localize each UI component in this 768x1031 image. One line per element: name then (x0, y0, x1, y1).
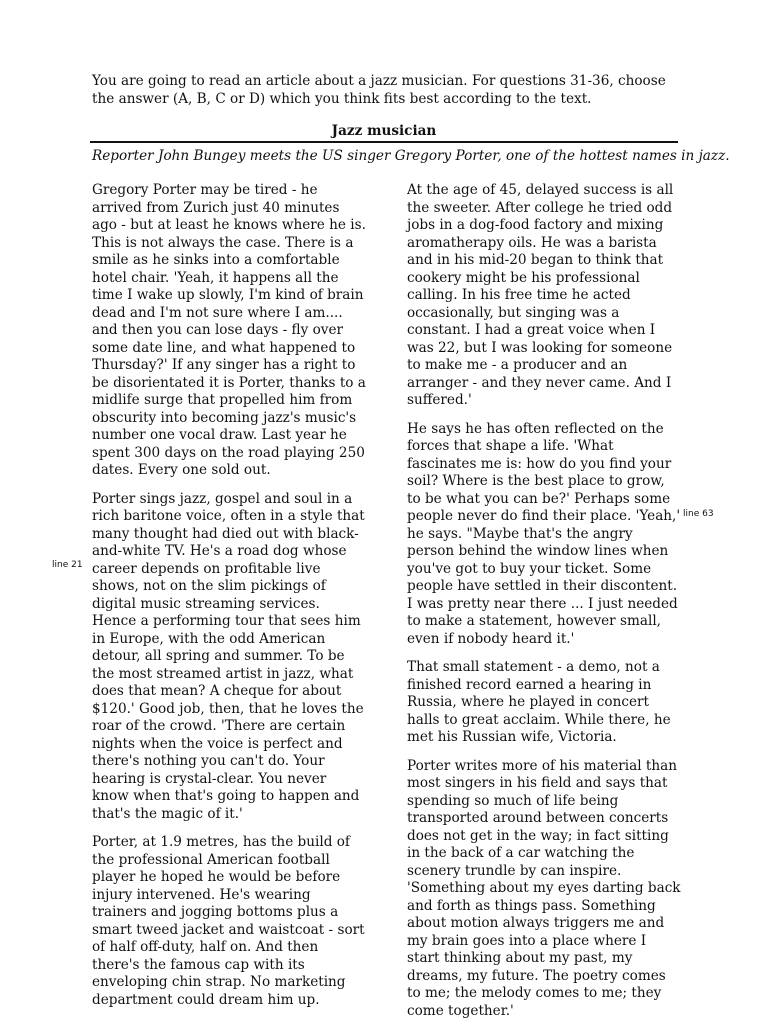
left-column (92, 182, 367, 1020)
paragraph: That small statement - a demo, not a finished record earned a hearing in Russia, where he played in concert halls to great acclaim. While there, he met his Russian wife, Victoria. (407, 659, 671, 745)
instructions: You are going to read an article about a jazz musician. For questions 31-36, choose the answer (A, B, C or D) which you think fits best according to the text. (92, 73, 666, 107)
paragraph: Gregory Porter may be tired - he arrived from Zurich just 40 minutes ago - but at least he knows where he is. This is not always the case. There is a smile as he sinks into a comfortable hotel chair. 'Yeah, it happens all the time I wake up slowly, I'm kind of brain dead and I'm not sure where I am.... and then you can lose days - fly over some date line, and what happened to Thursday?' If any singer has a right to be disorientated it is Porter, thanks to a midlife surge that propelled him from obscurity into becoming jazz's music's number one vocal draw. Last year he spent 300 days on the road playing 250 dates. Every one sold out. (92, 182, 366, 478)
title-divider (90, 141, 678, 143)
line-marker-63: line 63 (683, 509, 714, 519)
article-subtitle: Reporter John Bungey meets the US singer Gregory Porter, one of the hottest names in jazz. (92, 148, 730, 164)
paragraph: At the age of 45, delayed success is all the sweeter. After college he tried odd jobs in a dog-food factory and mixing aromatherapy oils. He was a barista and in his mid-20 began to think that cookery might be his professional calling. In his free time he acted occasionally, but singing was a constant. I had a great voice when I was 22, but I was looking for someone to make me - a producer and an arranger - and they never came. And I suffered.' (407, 182, 674, 408)
paragraph: He says he has often reflected on the forces that shape a life. 'What fascinates me is: how do you find your soil? Where is the best place to grow, to be what you can be?' Perhaps some people never do find their place. 'Yeah,' he says. "Maybe that's the angry person behind the window lines when you've got to buy your ticket. Some people have settled in their discontent. I was pretty near there ... I just needed to make a statement, however small, even if nobody heard it.' (407, 420, 681, 647)
paragraph: Porter sings jazz, gospel and soul in a rich baritone voice, often in a style that many thought had died out with black-and-white TV. He's a road dog whose career depends on profitable live shows, not on the slim pickings of digital music streaming services. Hence a performing tour that sees him in Europe, with the odd American detour, all spring and summer. To be the most streamed artist in jazz, what does that mean? A cheque for about $120.' Good job, then, that he loves the roar of the crowd. 'There are certain nights when the voice is perfect and there's nothing you can't do. Your hearing is crystal-clear. You never know when that's going to happen and that's the magic of it.' (92, 490, 365, 822)
right-column (407, 182, 682, 1031)
paragraph: Porter, at 1.9 metres, has the build of the professional American football player he hoped he would be before injury intervened. He's wearing trainers and jogging bottoms plus a smart tweed jacket and waistcoat - sort of half off-duty, half on. And then there's the famous cap with its enveloping chin strap. No marketing department could dream him up. (92, 834, 365, 1008)
line-marker-21: line 21 (52, 560, 83, 570)
paragraph: Porter writes more of his material than most singers in his field and says that spending so much of life being transported around between concerts does not get in the way; in fact sitting in the back of a car watching the scenery trundle by can inspire. 'Something about my eyes darting back and forth as things pass. Something about motion always triggers me and my brain goes into a place where I start thinking about my past, my dreams, my future. The poetry comes to me; the melody comes to me; they come together.' (407, 757, 681, 1019)
article-title: Jazz musician (331, 123, 437, 139)
